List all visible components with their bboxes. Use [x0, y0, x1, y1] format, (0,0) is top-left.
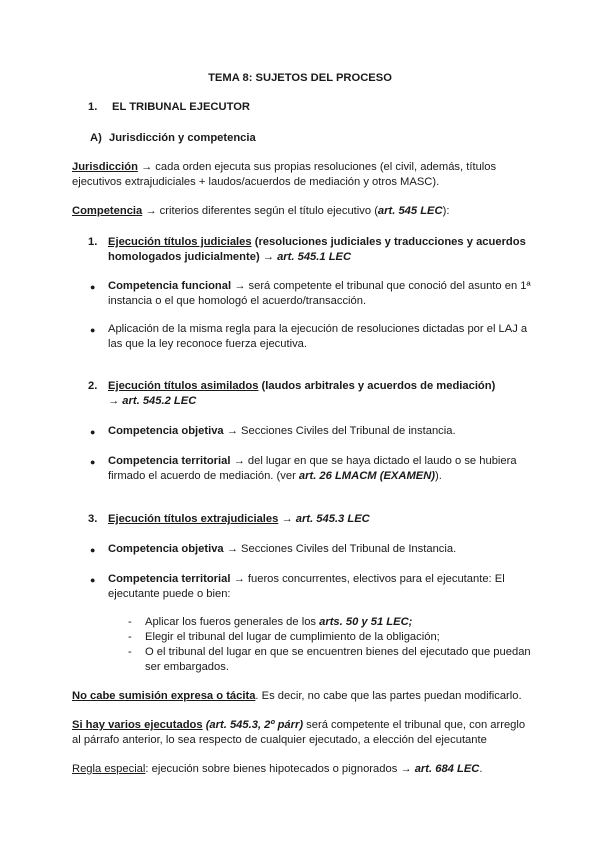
subsection-title: Jurisdicción y competencia — [109, 132, 256, 144]
item-3-number: 3. — [88, 513, 98, 525]
item-2-bullet-2-ref: art. 26 LMACM (EXAMEN) — [298, 470, 436, 482]
competencia-ref: art. 545 LEC — [377, 205, 443, 217]
item-1-title-line-2 — [108, 250, 351, 265]
item-2-bullet-2-line-2 — [108, 469, 442, 484]
item-1-bullet-2-line-1: Aplicación de la misma regla para la ejecución de resoluciones dictadas por el LAJ a — [108, 323, 528, 335]
dash-marker: - — [128, 631, 132, 643]
item-1-bullet-1-text: → será competente el tribunal que conoció del asunto en 1ª — [231, 280, 531, 292]
item-3-dash-1-text: Aplicar los fueros generales de los — [145, 616, 320, 628]
item-1-title-rest: (resoluciones judiciales y traducciones y acuerdos — [251, 236, 526, 248]
bullet-marker: ● — [90, 427, 96, 437]
item-2-title-rest: (laudos arbitrales y acuerdos de mediación) — [258, 380, 496, 392]
sumision-text: . Es decir, no cabe que las partes puedan modificarlo. — [255, 690, 522, 702]
regla-paragraph — [72, 762, 482, 777]
competencia-end: ): — [442, 205, 450, 217]
jurisdiccion-term: Jurisdicción — [72, 161, 138, 173]
bullet-marker: ● — [90, 282, 96, 292]
competencia-paragraph — [72, 204, 449, 219]
item-2-bullet-1 — [108, 424, 456, 439]
item-3-bullet-2-line-2: ejecutante puede o bien: — [108, 588, 231, 600]
varios-line-1 — [72, 718, 525, 733]
item-1-bullet-1-line-2: instancia o el que homologó el acuerdo/transacción. — [108, 295, 367, 307]
sumision-term: No cabe sumisión expresa o tácita — [72, 690, 256, 702]
item-3-dash-3-line-1: O el tribunal del lugar en que se encuentren bienes del ejecutado que puedan — [145, 646, 531, 658]
section-number: 1. — [88, 101, 98, 113]
item-1-title: Ejecución títulos judiciales — [108, 236, 252, 248]
item-3-dash-1-ref: arts. 50 y 51 LEC; — [319, 616, 413, 628]
jurisdiccion-text-2: ejecutivos extrajudiciales + laudos/acuerdos de mediación y otros MASC). — [72, 176, 440, 188]
item-1-number: 1. — [88, 236, 98, 248]
item-3-bullet-1-text: → Secciones Civiles del Tribunal de Instancia. — [223, 543, 457, 555]
regla-end: . — [479, 763, 483, 775]
varios-text-1: será competente el tribunal que, con arreglo — [303, 719, 526, 731]
item-2-bullet-2-text: → del lugar en que se haya dictado el laudo o se hubiera — [230, 455, 517, 467]
varios-ref: (art. 545.3, 2º párr) — [202, 719, 304, 731]
sumision-paragraph — [72, 689, 522, 704]
item-3-dash-3-line-2: ser embargados. — [145, 661, 229, 673]
item-1-bullet-1-term: Competencia funcional — [108, 280, 232, 292]
item-2-title-line-2 — [108, 394, 196, 409]
item-2-number: 2. — [88, 380, 98, 392]
item-3-arrow: → — [278, 513, 296, 525]
subsection-label: A) — [90, 132, 102, 144]
competencia-text: → criterios diferentes según el título ejecutivo ( — [142, 205, 378, 217]
item-2-title-line-1 — [108, 379, 495, 394]
bullet-marker: ● — [90, 575, 96, 585]
jurisdiccion-line-1 — [72, 160, 496, 175]
item-3-bullet-1-term: Competencia objetiva — [108, 543, 224, 555]
item-3-title-line — [108, 512, 370, 527]
item-1-bullet-1-line-1 — [108, 279, 531, 294]
item-3-bullet-2-line-1 — [108, 572, 505, 587]
section-title: EL TRIBUNAL EJECUTOR — [112, 101, 250, 113]
item-2-bullet-1-text: → Secciones Civiles del Tribunal de instancia. — [223, 425, 456, 437]
page-title: TEMA 8: SUJETOS DEL PROCESO — [208, 72, 392, 84]
regla-ref: art. 684 LEC — [414, 763, 480, 775]
item-2-bullet-1-term: Competencia objetiva — [108, 425, 224, 437]
item-1-title-line-1 — [108, 235, 526, 250]
item-1-title-line-2-text: homologados judicialmente) → — [108, 251, 278, 263]
varios-term: Si hay varios ejecutados — [72, 719, 203, 731]
item-2-bullet-2-end: ). — [435, 470, 442, 482]
jurisdiccion-text-1: → cada orden ejecuta sus propias resoluciones (el civil, además, títulos — [137, 161, 497, 173]
item-2-bullet-2-line-2-text: firmado el acuerdo de mediación. (ver — [108, 470, 299, 482]
item-3-bullet-2-text: → fueros concurrentes, electivos para el ejecutante: El — [230, 573, 505, 585]
item-2-ref: art. 545.2 LEC — [122, 395, 197, 407]
item-1-ref: art. 545.1 LEC — [277, 251, 352, 263]
item-3-bullet-2-term: Competencia territorial — [108, 573, 231, 585]
item-2-bullet-2-term: Competencia territorial — [108, 455, 231, 467]
bullet-marker: ● — [90, 325, 96, 335]
item-3-dash-1 — [145, 615, 412, 630]
bullet-marker: ● — [90, 545, 96, 555]
item-3-bullet-1 — [108, 542, 456, 557]
item-2-arrow: → — [108, 395, 123, 407]
item-2-bullet-2-line-1 — [108, 454, 517, 469]
item-3-title: Ejecución títulos extrajudiciales — [108, 513, 279, 525]
bullet-marker: ● — [90, 457, 96, 467]
regla-term: Regla especial — [72, 763, 146, 775]
item-1-bullet-2-line-2: las que la ley reconoce fuerza ejecutiva. — [108, 338, 308, 350]
item-3-ref: art. 545.3 LEC — [295, 513, 370, 525]
competencia-term: Competencia — [72, 205, 143, 217]
item-3-dash-2: Elegir el tribunal del lugar de cumplimiento de la obligación; — [145, 631, 440, 643]
dash-marker: - — [128, 646, 132, 658]
item-2-title: Ejecución títulos asimilados — [108, 380, 259, 392]
regla-text: : ejecución sobre bienes hipotecados o pignorados → — [145, 763, 415, 775]
varios-line-2: al párrafo anterior, lo sea respecto de cualquier ejecutado, a elección del ejecutante — [72, 734, 487, 746]
dash-marker: - — [128, 616, 132, 628]
